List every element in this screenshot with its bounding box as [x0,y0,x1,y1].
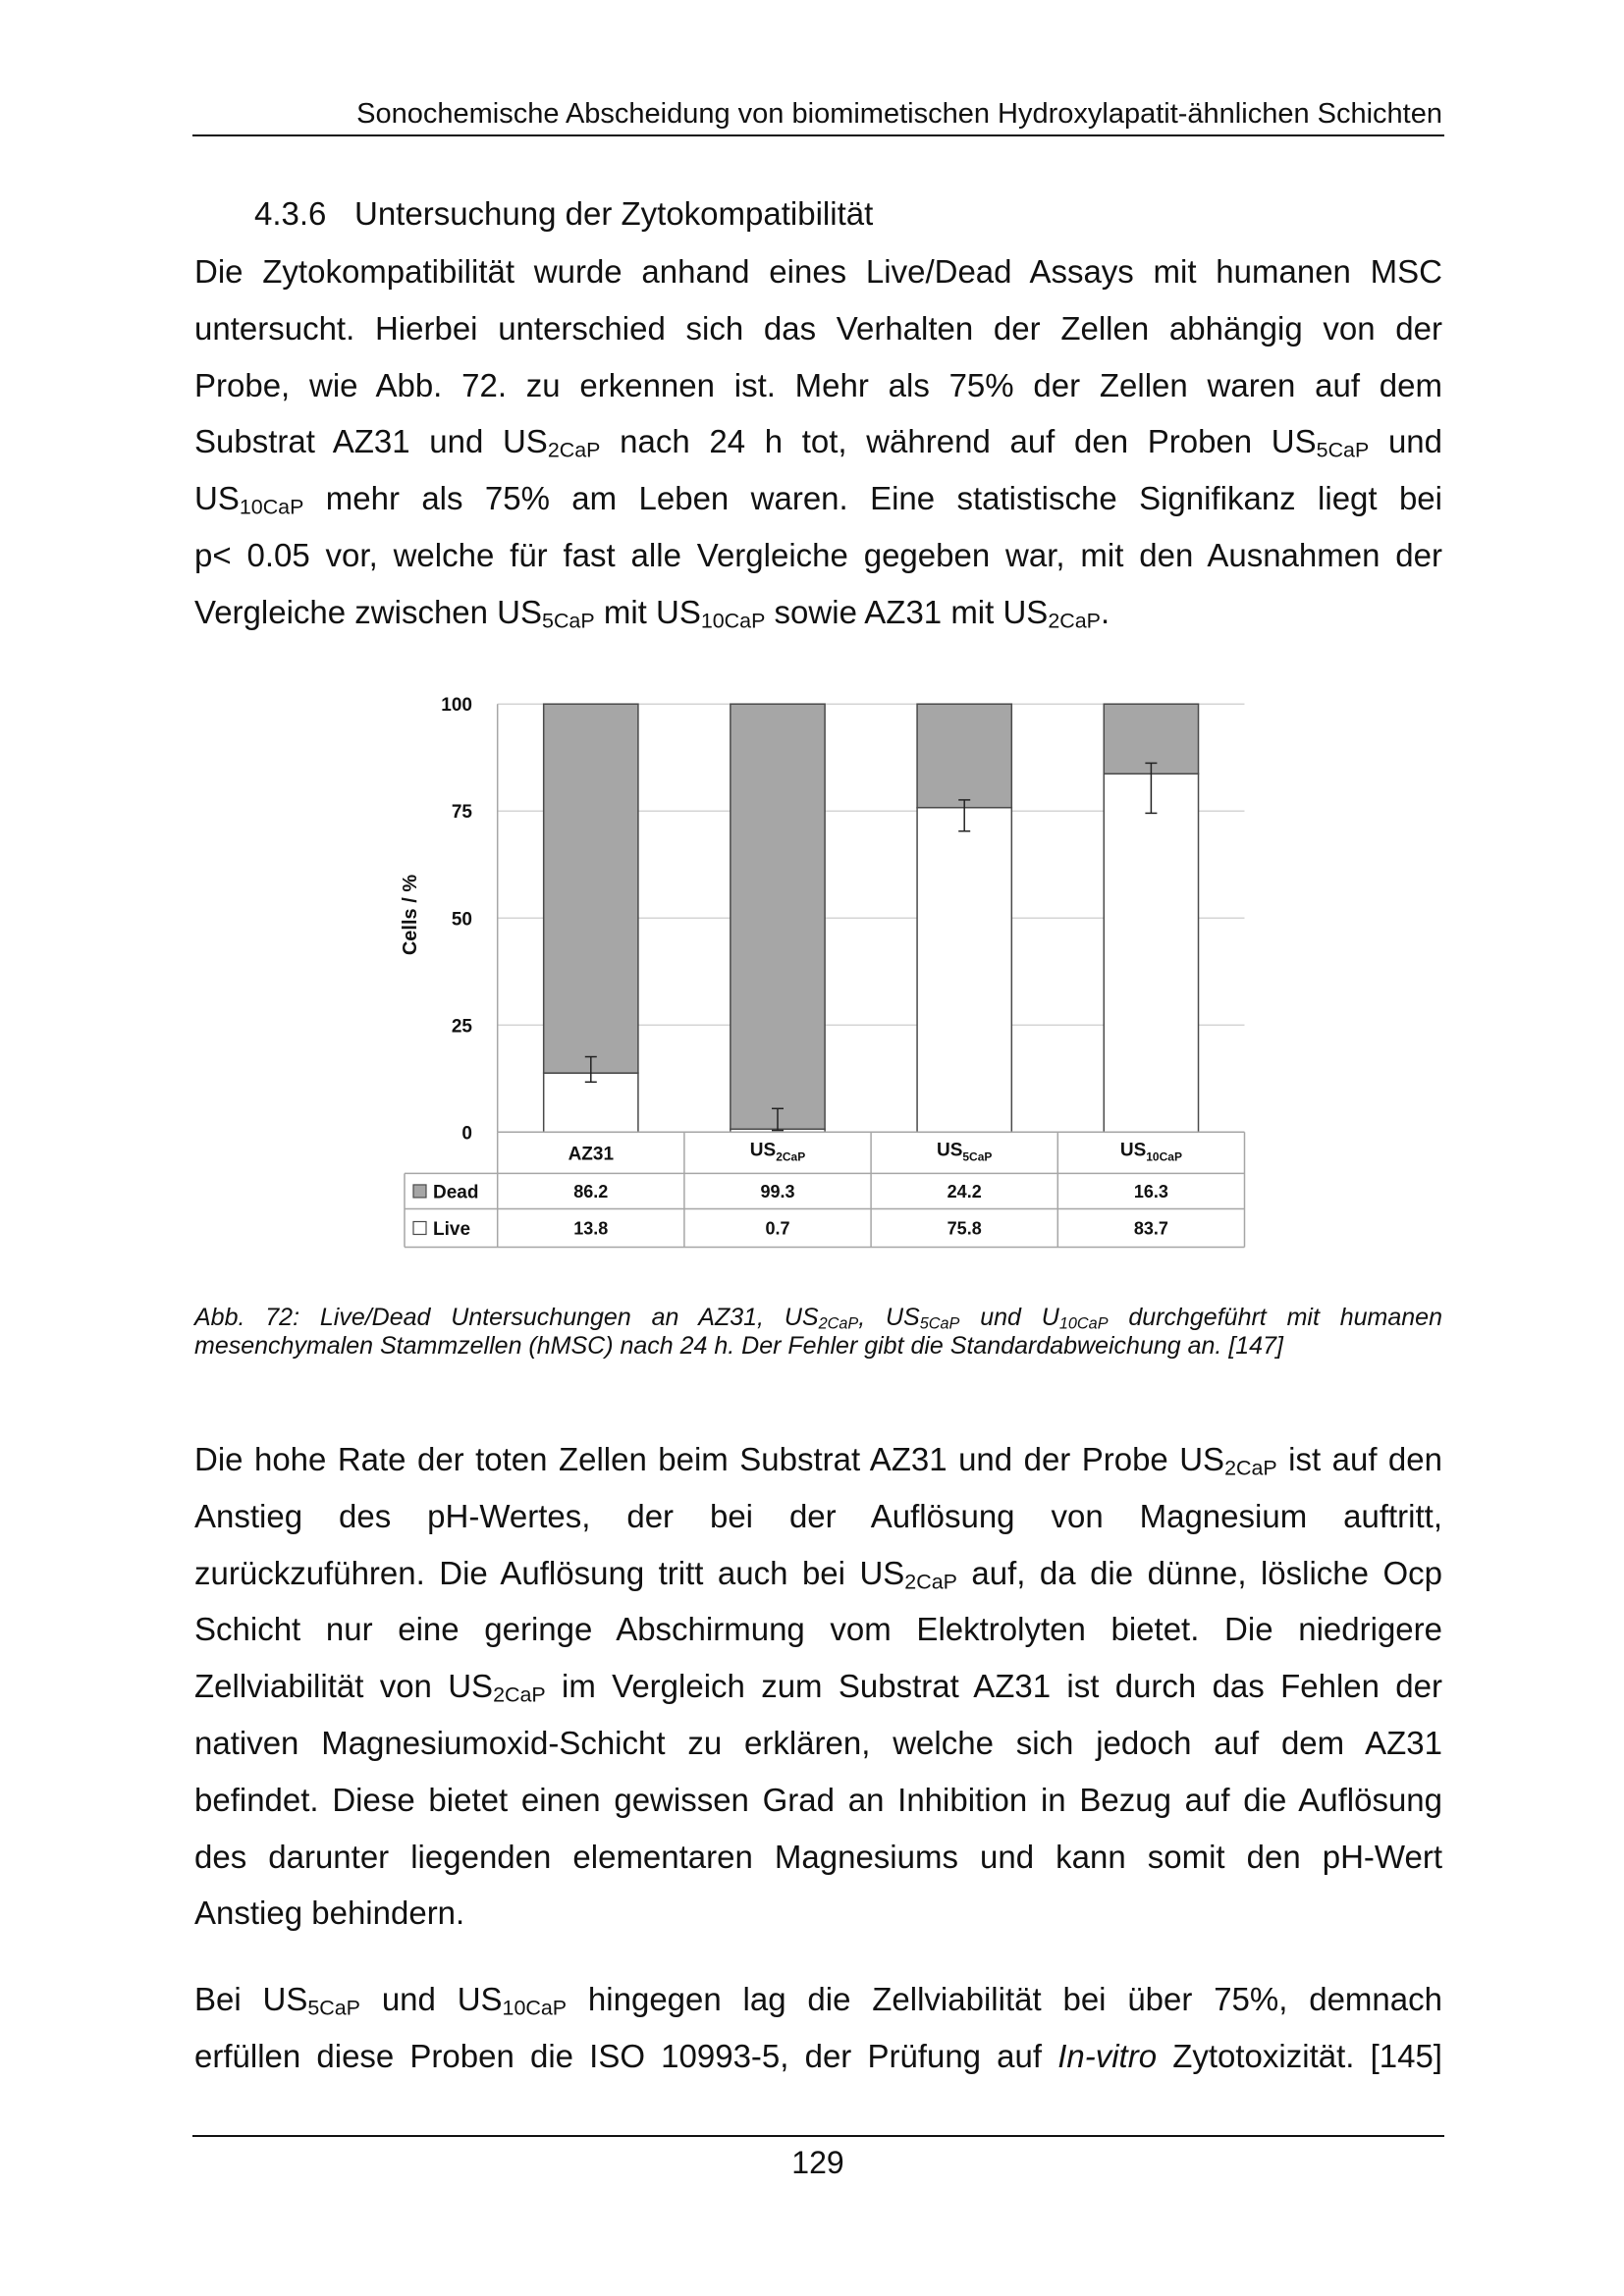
section-number: 4.3.6 [254,195,327,232]
category-label-base: US [749,1140,777,1161]
text-run: Schicht nur eine geringe Abschirmung vom Elektrolyten bietet. Die niedrigere [194,1611,1442,1648]
subscript: 2CaP [493,1682,546,1707]
bar-dead [917,704,1011,808]
text-run: US [194,480,240,517]
text-line [194,2028,1442,2085]
table-value: 86.2 [573,1181,609,1201]
subscript: 2CaP [904,1570,957,1594]
subscript: 10CaP [1058,1314,1109,1333]
table-value: 13.8 [573,1218,609,1239]
y-tick-label: 75 [451,802,472,824]
text-line [194,357,1442,414]
category-label-subscript: 5CaP [962,1149,993,1164]
subscript: 2CaP [547,439,601,463]
text-run: untersucht. Hierbei unterschied sich das Verhalten der Zellen abhängig von der [194,309,1442,347]
text-run: mesenchymalen Stammzellen (hMSC) nach 24 h. Der Fehler gibt die Standardabweichung an. [147] [194,1331,1283,1360]
y-tick-label: 0 [461,1123,472,1145]
text-run: Substrat AZ31 und US [194,423,548,460]
text-line [194,1488,1442,1545]
table-row-label: Dead [433,1182,479,1203]
y-axis-title: Cells / % [400,874,421,956]
text-run: p< 0.05 vor, welche für fast alle Vergleiche gegeben war, mit den Ausnahmen der [194,536,1442,573]
page-number: 129 [791,2145,844,2180]
y-tick-label: 25 [451,1016,472,1038]
table-value: 75.8 [947,1218,982,1239]
section-title: Untersuchung der Zytokompatibilität [354,195,874,232]
text-run: Vergleiche zwischen US [194,593,543,630]
subscript: 5CaP [1316,439,1370,463]
italic-run: In-vitro [1057,2037,1158,2074]
y-tick-label: 50 [451,909,472,931]
live-dead-chart [373,677,1257,1266]
text-run: . [1100,593,1110,630]
text-line [194,243,1442,300]
text-run: erfüllen diese Proben die ISO 10993-5, der Prüfung auf [194,2037,1058,2074]
paragraph-1 [194,243,1442,641]
category-label-base: US [1119,1140,1147,1161]
text-run: mit US [594,593,701,630]
text-line [194,1971,1442,2028]
text-run: nach 24 h tot, während auf den Proben US [600,423,1317,460]
text-line [194,413,1442,470]
text-line [194,1545,1442,1602]
text-run: im Vergleich zum Substrat AZ31 ist durch das Fehlen der [545,1668,1442,1705]
text-run: Zytotoxizität. [145] [1157,2037,1442,2074]
text-run: des darunter liegenden elementaren Magnesiums und kann somit den pH-Wert [194,1838,1442,1875]
text-run: und [1369,423,1442,460]
paragraph-3 [194,1971,1442,2085]
category-label [1120,1140,1182,1163]
subscript: 5CaP [307,1996,360,2020]
text-line [194,1829,1442,1886]
text-run: Anstieg des pH-Wertes, der bei der Auflösung von Magnesium auftritt, [194,1497,1442,1534]
paragraph-2 [194,1431,1442,1942]
y-tick-label: 100 [441,695,472,717]
header-rule [192,134,1444,136]
category-label-base: US [936,1140,963,1161]
table-value: 99.3 [760,1181,795,1201]
subscript: 2CaP [818,1314,859,1333]
text-line [194,470,1442,527]
text-run: Die hohe Rate der toten Zellen beim Substrat AZ31 und der Probe US [194,1441,1225,1477]
table-row-label: Live [433,1219,471,1240]
table-value: 0.7 [765,1218,790,1239]
text-run: durchgeführt mit humanen [1108,1304,1442,1331]
legend-key-live [413,1222,426,1235]
subscript: 5CaP [919,1314,960,1333]
category-label-subscript: 2CaP [776,1149,806,1164]
text-run: Zellviabilität von US [194,1668,494,1705]
text-run: Anstieg behindern. [194,1895,465,1932]
text-run: mehr als 75% am Leben waren. Eine statistische Signifikanz liegt bei [303,480,1442,517]
text-run: Probe, wie Abb. 72. zu erkennen ist. Mehr als 75% der Zellen waren auf dem [194,366,1442,403]
text-line [194,527,1442,584]
footer-rule [192,2135,1444,2137]
text-run: Bei US [194,1981,308,2017]
text-run: sowie AZ31 mit US [765,593,1049,630]
subscript: 5CaP [542,609,595,633]
legend-key-dead [413,1185,426,1198]
text-run: befindet. Diese bietet einen gewissen Grad an Inhibition in Bezug auf die Auflösung [194,1781,1442,1818]
text-run: ist auf den [1276,1441,1442,1477]
category-label [937,1140,992,1163]
text-line [194,1304,1442,1332]
bar-live [917,808,1011,1133]
text-line [194,1601,1442,1658]
table-value: 16.3 [1133,1181,1168,1201]
text-line [194,1332,1442,1361]
subscript: 2CaP [1048,609,1101,633]
text-run: Die Zytokompatibilität wurde anhand eines Live/Dead Assays mit humanen MSC [194,253,1442,290]
category-label [750,1140,805,1163]
text-run: auf, da die dünne, lösliche Ocp [956,1554,1442,1591]
bar-dead [731,704,825,1129]
text-line [194,1658,1442,1715]
subscript: 10CaP [239,495,304,519]
bar-dead [544,704,638,1073]
text-run: Abb. 72: Live/Dead Untersuchungen an AZ31, US [194,1304,819,1331]
text-line [194,1715,1442,1772]
table-value: 83.7 [1133,1218,1168,1239]
text-run: und U [959,1304,1059,1331]
text-run: , US [858,1304,920,1331]
figure-caption [194,1304,1442,1360]
text-run: und US [360,1981,503,2017]
text-line [194,1885,1442,1942]
table-value: 24.2 [947,1181,982,1201]
text-line [194,300,1442,357]
text-run: nativen Magnesiumoxid-Schicht zu erklären, welche sich jedoch auf dem AZ31 [194,1724,1442,1761]
text-line [194,584,1442,641]
subscript: 10CaP [502,1996,568,2020]
category-label: AZ31 [568,1144,615,1165]
text-run: hingegen lag die Zellviabilität bei über 75%, demnach [567,1981,1442,2017]
bar-live [1104,774,1198,1132]
text-line [194,1772,1442,1829]
subscript: 10CaP [700,609,766,633]
category-label-subscript: 10CaP [1146,1149,1182,1164]
subscript: 2CaP [1224,1456,1277,1480]
text-line [194,1431,1442,1488]
text-run: zurückzuführen. Die Auflösung tritt auch bei US [194,1554,905,1591]
running-head: Sonochemische Abscheidung von biomimetischen Hydroxylapatit-ähnlichen Schichten [356,98,1442,130]
